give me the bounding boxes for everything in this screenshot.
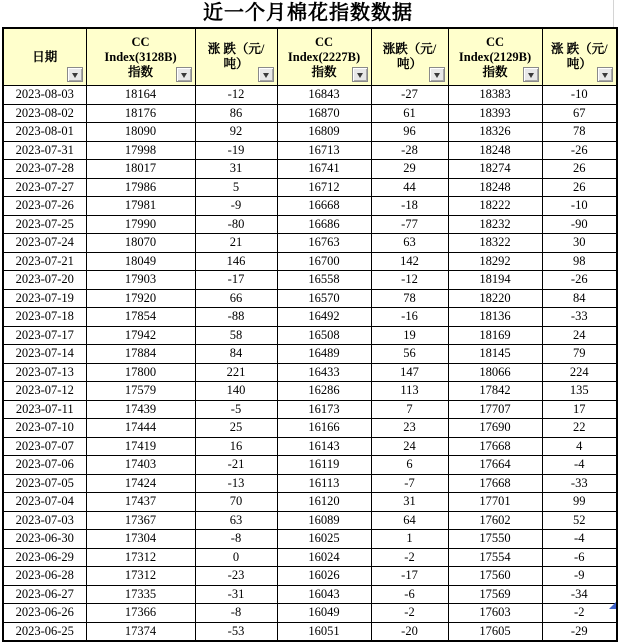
- filter-button[interactable]: [352, 67, 368, 82]
- date-cell[interactable]: 2023-07-28: [3, 160, 86, 179]
- index-value-cell[interactable]: 18220: [448, 289, 542, 308]
- index-value-cell[interactable]: 16051: [277, 622, 371, 641]
- index-value-cell[interactable]: 16049: [277, 604, 371, 623]
- date-cell[interactable]: 2023-07-14: [3, 345, 86, 364]
- column-header-5: [448, 28, 542, 86]
- column-header-label: Index(2227B): [287, 49, 361, 64]
- change-value-cell[interactable]: 30: [542, 234, 617, 253]
- change-value-cell[interactable]: 19: [371, 326, 448, 345]
- index-value-cell[interactable]: 16120: [277, 493, 371, 512]
- date-cell[interactable]: 2023-07-20: [3, 271, 86, 290]
- change-value-cell[interactable]: 135: [542, 382, 617, 401]
- column-header-label: CC: [485, 34, 505, 49]
- column-header-3: [277, 28, 371, 86]
- index-value-cell[interactable]: 16570: [277, 289, 371, 308]
- index-value-cell[interactable]: 18145: [448, 345, 542, 364]
- change-value-cell[interactable]: -7: [371, 474, 448, 493]
- change-value-cell[interactable]: -77: [371, 215, 448, 234]
- change-value-cell[interactable]: -27: [371, 86, 448, 105]
- column-header-2: [195, 28, 277, 86]
- change-value-cell[interactable]: 140: [195, 382, 277, 401]
- change-value-cell[interactable]: -13: [195, 474, 277, 493]
- table-row: [3, 400, 617, 419]
- index-value-cell[interactable]: 17800: [86, 363, 195, 382]
- table-row: [3, 160, 617, 179]
- date-cell[interactable]: 2023-07-05: [3, 474, 86, 493]
- change-value-cell[interactable]: 22: [542, 419, 617, 438]
- date-cell[interactable]: 2023-06-26: [3, 604, 86, 623]
- index-value-cell[interactable]: 18232: [448, 215, 542, 234]
- change-value-cell[interactable]: 61: [371, 104, 448, 123]
- change-value-cell[interactable]: -5: [195, 400, 277, 419]
- index-value-cell[interactable]: 16089: [277, 511, 371, 530]
- index-value-cell[interactable]: 17554: [448, 548, 542, 567]
- date-cell[interactable]: 2023-07-03: [3, 511, 86, 530]
- index-value-cell[interactable]: 16686: [277, 215, 371, 234]
- index-value-cell[interactable]: 17550: [448, 530, 542, 549]
- change-value-cell[interactable]: -33: [542, 474, 617, 493]
- change-value-cell[interactable]: 21: [195, 234, 277, 253]
- index-value-cell[interactable]: 16286: [277, 382, 371, 401]
- index-value-cell[interactable]: 17842: [448, 382, 542, 401]
- table-row: [3, 252, 617, 271]
- index-value-cell[interactable]: 18274: [448, 160, 542, 179]
- change-value-cell[interactable]: -34: [542, 585, 617, 604]
- filter-dropdown-icon: [528, 73, 534, 78]
- date-cell[interactable]: 2023-07-21: [3, 252, 86, 271]
- date-cell[interactable]: 2023-07-04: [3, 493, 86, 512]
- change-value-cell[interactable]: 0: [195, 548, 277, 567]
- table-row: [3, 86, 617, 105]
- index-value-cell[interactable]: 16763: [277, 234, 371, 253]
- change-value-cell[interactable]: -28: [371, 141, 448, 160]
- change-value-cell[interactable]: -2: [542, 604, 617, 623]
- change-value-cell[interactable]: 67: [542, 104, 617, 123]
- index-value-cell[interactable]: 16433: [277, 363, 371, 382]
- change-value-cell[interactable]: -18: [371, 197, 448, 216]
- page-title: 近一个月棉花指数数据: [203, 2, 413, 24]
- index-value-cell[interactable]: 18383: [448, 86, 542, 105]
- change-value-cell[interactable]: 1: [371, 530, 448, 549]
- change-value-cell[interactable]: 63: [371, 234, 448, 253]
- index-value-cell[interactable]: 17986: [86, 178, 195, 197]
- index-value-cell[interactable]: 17603: [448, 604, 542, 623]
- change-value-cell[interactable]: -29: [542, 622, 617, 641]
- table-row: [3, 326, 617, 345]
- change-value-cell[interactable]: 58: [195, 326, 277, 345]
- filter-button[interactable]: [523, 67, 539, 82]
- filter-dropdown-icon: [181, 73, 187, 78]
- index-value-cell[interactable]: 18176: [86, 104, 195, 123]
- filter-button[interactable]: [176, 67, 192, 82]
- date-cell[interactable]: 2023-06-27: [3, 585, 86, 604]
- change-value-cell[interactable]: -12: [195, 86, 277, 105]
- index-value-cell[interactable]: 18292: [448, 252, 542, 271]
- index-value-cell[interactable]: 18194: [448, 271, 542, 290]
- index-value-cell[interactable]: 16492: [277, 308, 371, 327]
- change-value-cell[interactable]: 25: [195, 419, 277, 438]
- index-value-cell[interactable]: 17903: [86, 271, 195, 290]
- change-value-cell[interactable]: 70: [195, 493, 277, 512]
- index-value-cell[interactable]: 16025: [277, 530, 371, 549]
- change-value-cell[interactable]: 224: [542, 363, 617, 382]
- date-cell[interactable]: 2023-06-25: [3, 622, 86, 641]
- index-value-cell[interactable]: 16843: [277, 86, 371, 105]
- date-cell[interactable]: 2023-07-27: [3, 178, 86, 197]
- index-value-cell[interactable]: 16173: [277, 400, 371, 419]
- change-value-cell[interactable]: -26: [542, 141, 617, 160]
- index-value-cell[interactable]: 17884: [86, 345, 195, 364]
- table-header: [3, 28, 617, 86]
- date-cell[interactable]: 2023-07-25: [3, 215, 86, 234]
- column-header-label: 指数: [127, 64, 153, 79]
- change-value-cell[interactable]: -8: [195, 530, 277, 549]
- header-row: [3, 28, 617, 86]
- index-value-cell[interactable]: 16700: [277, 252, 371, 271]
- index-value-cell[interactable]: 17668: [448, 474, 542, 493]
- change-value-cell[interactable]: -10: [542, 197, 617, 216]
- table-row: [3, 474, 617, 493]
- table-row: [3, 123, 617, 142]
- change-value-cell[interactable]: -4: [542, 530, 617, 549]
- index-value-cell[interactable]: 17854: [86, 308, 195, 327]
- index-value-cell[interactable]: 17998: [86, 141, 195, 160]
- index-value-cell[interactable]: 17981: [86, 197, 195, 216]
- table-row: [3, 345, 617, 364]
- index-value-cell[interactable]: 17701: [448, 493, 542, 512]
- index-value-cell[interactable]: 18248: [448, 178, 542, 197]
- index-value-cell[interactable]: 16026: [277, 567, 371, 586]
- date-cell[interactable]: 2023-07-26: [3, 197, 86, 216]
- column-header-6: [542, 28, 617, 86]
- filter-button[interactable]: [429, 67, 445, 82]
- table-row: [3, 437, 617, 456]
- date-cell[interactable]: 2023-07-31: [3, 141, 86, 160]
- index-value-cell[interactable]: 17424: [86, 474, 195, 493]
- change-value-cell[interactable]: -12: [371, 271, 448, 290]
- index-value-cell[interactable]: 17664: [448, 456, 542, 475]
- change-value-cell[interactable]: 147: [371, 363, 448, 382]
- date-cell[interactable]: 2023-07-13: [3, 363, 86, 382]
- index-value-cell[interactable]: 17312: [86, 567, 195, 586]
- table-row: [3, 567, 617, 586]
- table-row: [3, 530, 617, 549]
- change-value-cell[interactable]: -2: [371, 548, 448, 567]
- index-value-cell[interactable]: 17920: [86, 289, 195, 308]
- index-value-cell[interactable]: 18322: [448, 234, 542, 253]
- index-value-cell[interactable]: 17602: [448, 511, 542, 530]
- column-header-label: 涨 跌（元/: [207, 42, 265, 56]
- change-value-cell[interactable]: -21: [195, 456, 277, 475]
- change-value-cell[interactable]: 16: [195, 437, 277, 456]
- date-cell[interactable]: 2023-08-03: [3, 86, 86, 105]
- index-value-cell[interactable]: 17367: [86, 511, 195, 530]
- date-cell[interactable]: 2023-07-12: [3, 382, 86, 401]
- change-value-cell[interactable]: 142: [371, 252, 448, 271]
- change-value-cell[interactable]: 92: [195, 123, 277, 142]
- index-value-cell[interactable]: 17439: [86, 400, 195, 419]
- change-value-cell[interactable]: 79: [542, 345, 617, 364]
- index-value-cell[interactable]: 18066: [448, 363, 542, 382]
- index-value-cell[interactable]: 17366: [86, 604, 195, 623]
- column-header-1: [86, 28, 195, 86]
- change-value-cell[interactable]: 56: [371, 345, 448, 364]
- index-value-cell[interactable]: 17560: [448, 567, 542, 586]
- date-cell[interactable]: 2023-07-11: [3, 400, 86, 419]
- date-cell[interactable]: 2023-06-28: [3, 567, 86, 586]
- index-value-cell[interactable]: 18248: [448, 141, 542, 160]
- index-value-cell[interactable]: 17419: [86, 437, 195, 456]
- table-row: [3, 622, 617, 641]
- list-resize-handle-icon[interactable]: [609, 602, 616, 609]
- index-value-cell[interactable]: 16024: [277, 548, 371, 567]
- index-value-cell[interactable]: 16119: [277, 456, 371, 475]
- date-cell[interactable]: 2023-07-10: [3, 419, 86, 438]
- change-value-cell[interactable]: 31: [371, 493, 448, 512]
- date-cell[interactable]: 2023-06-30: [3, 530, 86, 549]
- index-value-cell[interactable]: 18164: [86, 86, 195, 105]
- column-header-label: 涨跌（元/: [382, 42, 437, 56]
- date-cell[interactable]: 2023-08-01: [3, 123, 86, 142]
- change-value-cell[interactable]: 31: [195, 160, 277, 179]
- change-value-cell[interactable]: -8: [195, 604, 277, 623]
- filter-button[interactable]: [67, 67, 83, 82]
- index-value-cell[interactable]: 16508: [277, 326, 371, 345]
- column-header-0: [3, 28, 86, 86]
- index-value-cell[interactable]: 17942: [86, 326, 195, 345]
- table-row: [3, 141, 617, 160]
- table-row: [3, 104, 617, 123]
- change-value-cell[interactable]: -53: [195, 622, 277, 641]
- index-value-cell[interactable]: 16043: [277, 585, 371, 604]
- index-value-cell[interactable]: 18393: [448, 104, 542, 123]
- date-cell[interactable]: 2023-07-19: [3, 289, 86, 308]
- filter-dropdown-icon: [357, 73, 363, 78]
- change-value-cell[interactable]: 7: [371, 400, 448, 419]
- index-value-cell[interactable]: 17444: [86, 419, 195, 438]
- index-value-cell[interactable]: 18136: [448, 308, 542, 327]
- index-value-cell[interactable]: 18169: [448, 326, 542, 345]
- change-value-cell[interactable]: 17: [542, 400, 617, 419]
- table-row: [3, 419, 617, 438]
- index-value-cell[interactable]: 18222: [448, 197, 542, 216]
- change-value-cell[interactable]: 44: [371, 178, 448, 197]
- date-cell[interactable]: 2023-07-06: [3, 456, 86, 475]
- change-value-cell[interactable]: 84: [195, 345, 277, 364]
- change-value-cell[interactable]: 86: [195, 104, 277, 123]
- column-header-label: 指数: [311, 64, 337, 79]
- change-value-cell[interactable]: 26: [542, 160, 617, 179]
- index-value-cell[interactable]: 18326: [448, 123, 542, 142]
- change-value-cell[interactable]: 5: [195, 178, 277, 197]
- change-value-cell[interactable]: -6: [542, 548, 617, 567]
- change-value-cell[interactable]: -17: [195, 271, 277, 290]
- table-row: [3, 382, 617, 401]
- change-value-cell[interactable]: 24: [542, 326, 617, 345]
- change-value-cell[interactable]: -19: [195, 141, 277, 160]
- table-row: [3, 308, 617, 327]
- index-value-cell[interactable]: 16166: [277, 419, 371, 438]
- filter-dropdown-icon: [602, 73, 608, 78]
- column-header-label: CC: [314, 34, 334, 49]
- column-header-label: 吨）: [566, 57, 592, 71]
- date-cell[interactable]: 2023-06-29: [3, 548, 86, 567]
- table-row: [3, 548, 617, 567]
- change-value-cell[interactable]: -10: [542, 86, 617, 105]
- change-value-cell[interactable]: -80: [195, 215, 277, 234]
- index-value-cell[interactable]: 18090: [86, 123, 195, 142]
- change-value-cell[interactable]: 26: [542, 178, 617, 197]
- change-value-cell[interactable]: -9: [542, 567, 617, 586]
- change-value-cell[interactable]: 96: [371, 123, 448, 142]
- column-header-label: 涨 跌（元/: [550, 42, 608, 56]
- change-value-cell[interactable]: 63: [195, 511, 277, 530]
- change-value-cell[interactable]: -26: [542, 271, 617, 290]
- index-value-cell[interactable]: 18049: [86, 252, 195, 271]
- change-value-cell[interactable]: 98: [542, 252, 617, 271]
- index-value-cell[interactable]: 16741: [277, 160, 371, 179]
- change-value-cell[interactable]: 64: [371, 511, 448, 530]
- change-value-cell[interactable]: -33: [542, 308, 617, 327]
- change-value-cell[interactable]: 99: [542, 493, 617, 512]
- change-value-cell[interactable]: -4: [542, 456, 617, 475]
- index-value-cell[interactable]: 16113: [277, 474, 371, 493]
- column-header-label: 吨）: [396, 57, 422, 71]
- change-value-cell[interactable]: 52: [542, 511, 617, 530]
- index-value-cell[interactable]: 16558: [277, 271, 371, 290]
- change-value-cell[interactable]: 78: [542, 123, 617, 142]
- sheet-gridline: [613, 0, 614, 28]
- index-value-cell[interactable]: 17668: [448, 437, 542, 456]
- change-value-cell[interactable]: -90: [542, 215, 617, 234]
- table-row: [3, 604, 617, 623]
- index-value-cell[interactable]: 16809: [277, 123, 371, 142]
- date-cell[interactable]: 2023-08-02: [3, 104, 86, 123]
- change-value-cell[interactable]: -16: [371, 308, 448, 327]
- change-value-cell[interactable]: 221: [195, 363, 277, 382]
- change-value-cell[interactable]: -23: [195, 567, 277, 586]
- column-header-label: 指数: [482, 64, 508, 79]
- filter-button[interactable]: [258, 67, 274, 82]
- filter-dropdown-icon: [263, 73, 269, 78]
- change-value-cell[interactable]: 6: [371, 456, 448, 475]
- index-value-cell[interactable]: 17437: [86, 493, 195, 512]
- index-value-cell[interactable]: 17312: [86, 548, 195, 567]
- change-value-cell[interactable]: 78: [371, 289, 448, 308]
- change-value-cell[interactable]: -20: [371, 622, 448, 641]
- index-value-cell[interactable]: 18070: [86, 234, 195, 253]
- index-value-cell[interactable]: 17569: [448, 585, 542, 604]
- table-row: [3, 234, 617, 253]
- table-row: [3, 585, 617, 604]
- table-row: [3, 215, 617, 234]
- change-value-cell[interactable]: -6: [371, 585, 448, 604]
- table-body: [3, 86, 617, 642]
- change-value-cell[interactable]: 146: [195, 252, 277, 271]
- index-value-cell[interactable]: 16489: [277, 345, 371, 364]
- column-header-label: 吨）: [223, 57, 249, 71]
- index-value-cell[interactable]: 16713: [277, 141, 371, 160]
- change-value-cell[interactable]: -17: [371, 567, 448, 586]
- filter-button[interactable]: [597, 67, 613, 82]
- date-cell[interactable]: 2023-07-18: [3, 308, 86, 327]
- date-cell[interactable]: 2023-07-07: [3, 437, 86, 456]
- change-value-cell[interactable]: 84: [542, 289, 617, 308]
- column-header-label: Index(2129B): [458, 49, 532, 64]
- change-value-cell[interactable]: 23: [371, 419, 448, 438]
- index-value-cell[interactable]: 18017: [86, 160, 195, 179]
- index-value-cell[interactable]: 17374: [86, 622, 195, 641]
- index-value-cell[interactable]: 17304: [86, 530, 195, 549]
- table-row: [3, 289, 617, 308]
- column-header-label: CC: [131, 34, 150, 49]
- index-value-cell[interactable]: 17403: [86, 456, 195, 475]
- table-row: [3, 271, 617, 290]
- table-row: [3, 511, 617, 530]
- filter-dropdown-icon: [434, 73, 440, 78]
- change-value-cell[interactable]: 24: [371, 437, 448, 456]
- table-row: [3, 178, 617, 197]
- column-header-label: Index(3128B): [104, 49, 177, 64]
- column-header-label: 日期: [32, 49, 58, 64]
- column-header-4: [371, 28, 448, 86]
- table-row: [3, 456, 617, 475]
- date-cell[interactable]: 2023-07-24: [3, 234, 86, 253]
- index-value-cell[interactable]: 17707: [448, 400, 542, 419]
- table-row: [3, 363, 617, 382]
- index-value-cell[interactable]: 17605: [448, 622, 542, 641]
- index-value-cell[interactable]: 16870: [277, 104, 371, 123]
- change-value-cell[interactable]: 29: [371, 160, 448, 179]
- change-value-cell[interactable]: 4: [542, 437, 617, 456]
- cotton-index-table: [2, 27, 618, 642]
- change-value-cell[interactable]: -88: [195, 308, 277, 327]
- index-value-cell[interactable]: 16712: [277, 178, 371, 197]
- date-cell[interactable]: 2023-07-17: [3, 326, 86, 345]
- filter-dropdown-icon: [72, 73, 78, 78]
- change-value-cell[interactable]: -2: [371, 604, 448, 623]
- change-value-cell[interactable]: 113: [371, 382, 448, 401]
- index-value-cell[interactable]: 16668: [277, 197, 371, 216]
- change-value-cell[interactable]: -9: [195, 197, 277, 216]
- change-value-cell[interactable]: -31: [195, 585, 277, 604]
- index-value-cell[interactable]: 16143: [277, 437, 371, 456]
- index-value-cell[interactable]: 17579: [86, 382, 195, 401]
- table-row: [3, 197, 617, 216]
- index-value-cell[interactable]: 17690: [448, 419, 542, 438]
- change-value-cell[interactable]: 66: [195, 289, 277, 308]
- index-value-cell[interactable]: 17990: [86, 215, 195, 234]
- index-value-cell[interactable]: 17335: [86, 585, 195, 604]
- table-row: [3, 493, 617, 512]
